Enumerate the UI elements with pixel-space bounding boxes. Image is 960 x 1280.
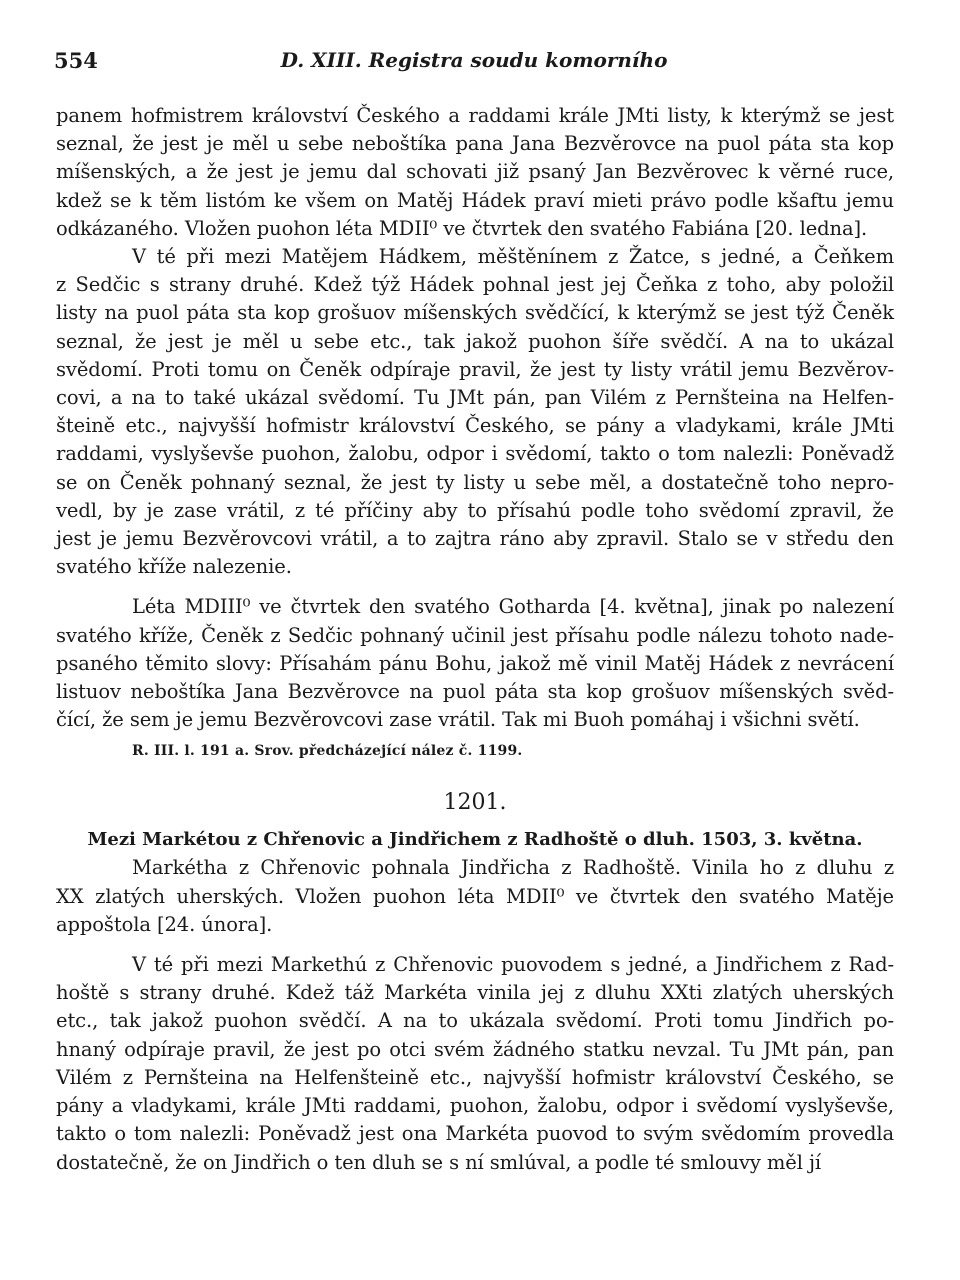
text-line: psaného těmito slovy: Přísahám pánu Bohu, jakož mě vinil Matěj Hádek z nevrácení bbox=[56, 651, 894, 675]
running-head: D. XIII. Registra soudu komorního bbox=[280, 48, 668, 72]
text-line: raddami, vyslyševše puohon, žalobu, odpor i svědomí, takto o tom nalezli: Poněvadž bbox=[56, 442, 894, 466]
page-number: 554 bbox=[54, 48, 98, 73]
text-line: čící, že sem je jemu Bezvěrovcovi zase vrátil. Tak mi Buoh pomáhaj i všichni světí. bbox=[56, 708, 860, 732]
document-number: 1201. bbox=[443, 790, 507, 816]
text-line: takto o tom nalezli: Poněvadž jest ona Markéta puovod to svým svědomím provedla bbox=[56, 1122, 894, 1146]
text-line: dostatečně, že on Jindřich o ten dluh se s ní smlúval, a podle té smlouvy měl jí bbox=[56, 1150, 822, 1174]
text-line: Vilém z Pernšteina na Helfenšteině etc., najvyšší hofmistr království Českého, se bbox=[56, 1065, 894, 1089]
text-line: hoště s strany druhé. Kdež táž Markéta vinila jej z dluhu XXti zlatých uherských bbox=[56, 981, 894, 1005]
text-line: vedl, by je zase vrátil, z té příčiny aby to přísahú podle toho svědomí zpravil, že bbox=[56, 498, 894, 522]
paragraph-gap bbox=[56, 581, 894, 593]
text-line: seznal, že jest je měl u sebe neboštíka pana Jana Bezvěrovce na puol páta sta kop bbox=[56, 132, 894, 156]
text-line: Léta MDIII⁰ ve čtvrtek den svatého Gotharda [4. května], jinak po nalezení bbox=[132, 595, 894, 619]
paragraph bbox=[56, 593, 894, 734]
text-line: seznal, že jest je měl u sebe etc., tak jakož puohon šíře svědčí. A na to ukázal bbox=[56, 329, 894, 353]
text-line: appoštola [24. února]. bbox=[56, 912, 273, 936]
text-line: míšenských, a že jest je jemu dal schovati již psaný Jan Bezvěrovec k věrné ruce, bbox=[56, 160, 894, 184]
text-line: odkázaného. Vložen puohon léta MDII⁰ ve čtvrtek den svatého Fabiána [20. ledna]. bbox=[56, 216, 868, 240]
section-1201-text bbox=[56, 854, 894, 1176]
text-line: V té při mezi Markethú z Chřenovic puovodem s jedné, a Jindřichem z Rad- bbox=[132, 953, 894, 977]
text-line: jest je jemu Bezvěrovcovi vrátil, a to zajtra ráno aby zpravil. Stalo se v středu den bbox=[56, 527, 894, 551]
text-line: XX zlatých uherských. Vložen puohon léta MDII⁰ ve čtvrtek den svatého Matěje bbox=[56, 884, 894, 908]
document-summary: Mezi Markétou z Chřenovic a Jindřichem z Radhoště o dluh. 1503, 3. května. bbox=[87, 829, 863, 851]
source-note: R. III. l. 191 a. Srov. předcházející nález č. 1199. bbox=[132, 743, 523, 760]
text-line: svatého kříže, Čeněk z Sedčic pohnaný učinil jest přísahu podle nálezu tohoto nadе- bbox=[56, 623, 894, 647]
text-line: etc., tak jakož puohon svědčí. A na to ukázala svědomí. Proti tomu Jindřich po- bbox=[56, 1009, 894, 1033]
text-line: svatého kříže nalezenie. bbox=[56, 555, 292, 579]
text-line: Markétha z Chřenovic pohnala Jindřicha z Radhoště. Vinila ho z dluhu z bbox=[132, 856, 894, 880]
text-line: se on Čeněk pohnaný seznal, že jest ty listy u sebe měl, a dostatečně toho nepro- bbox=[56, 470, 894, 494]
body-text bbox=[56, 102, 894, 1177]
text-line: listy na puol páta sta kop grošuov míšenských svědčící, k kterýmž se jest týž Čeněk bbox=[56, 301, 894, 325]
paragraph bbox=[56, 243, 894, 581]
paragraph bbox=[56, 951, 894, 1177]
text-line: V té při mezi Matějem Hádkem, měštěnínem z Žatce, s jedné, a Čeňkem bbox=[132, 245, 894, 269]
paragraph bbox=[56, 102, 894, 243]
text-line: pány a vladykami, krále JMti raddami, puohon, žalobu, odpor i svědomí vyslyševše, bbox=[56, 1094, 894, 1118]
page-header bbox=[54, 48, 894, 76]
text-line: panem hofmistrem království Českého a raddami krále JMti listy, k kterýmž se jest bbox=[56, 104, 894, 127]
text-line: šteině etc., najvyšší hofmistr království Českého, se pány a vladykami, krále JMti bbox=[56, 414, 894, 438]
text-line: covi, a na to také ukázal svědomí. Tu JMt pán, pan Vilém z Pernšteina na Helfen- bbox=[56, 386, 894, 410]
paragraph-gap bbox=[56, 939, 894, 951]
text-line: svědomí. Proti tomu on Čeněk odpíraje pravil, že jest ty listy vrátil jemu Bezvěrov- bbox=[56, 357, 894, 381]
text-line: listuov neboštíka Jana Bezvěrovce na puol páta sta kop grošuov míšenských svěd- bbox=[56, 680, 894, 704]
text-line: hnaný odpíraje pravil, že jest po otci svém žádného statku nevzal. Tu JMt pán, pan bbox=[56, 1037, 894, 1061]
text-line: kdež se k těm listóm ke všem on Matěj Hádek praví mieti právo podle kšaftu jemu bbox=[56, 188, 894, 212]
text-line: z Sedčic s strany druhé. Kdež týž Hádek pohnal jest jej Čeňka z toho, aby položil bbox=[56, 273, 894, 297]
section-1199-continuation bbox=[56, 102, 894, 734]
paragraph bbox=[56, 854, 894, 939]
